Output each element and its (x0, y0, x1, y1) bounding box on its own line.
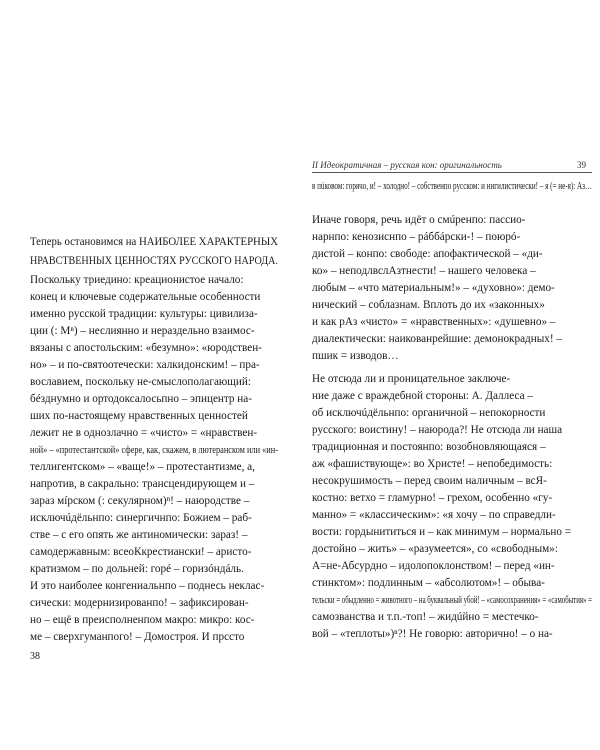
text-line: НРАВСТВЕННЫХ ЦЕННОСТЯХ РУССКОГО НАРОДА. (30, 255, 278, 267)
text-line: Иначе говоря, речь идёт о смúренпо: пассио- (312, 214, 526, 226)
text-line: ко» – неподлвслАзтнести! – нашего человека – (312, 265, 536, 277)
text-line: ме – сверхгуманпого! – Домостроя. И прссто (30, 631, 245, 643)
text-line: ной» – «протестантской» сфере, как, скажем, в лютеранском или «ин- (30, 445, 278, 456)
text-line: нический – соблазнам. Вплоть до их «законных» (312, 299, 545, 311)
text-line: Теперь остановимся на НАИБОЛЕЕ ХАРАКТЕРНЫХ (30, 236, 278, 248)
text-line: теллигентском» – «ваще!» – протестантизме, а, (30, 461, 255, 473)
text-line: кратизмом – по дольней: горé – горизóндáль. (30, 563, 244, 575)
text-line: самодержавным: всеоКкрестиански! – аристо- (30, 546, 252, 558)
running-head: II Идеократичная – русская кон: оригинальность 39 (312, 160, 592, 173)
text-line: несокрушимость – перед своим наличным – всЯ- (312, 475, 547, 487)
text-line: и как рАз «чисто» = «нравственных»: «душевно» – (312, 316, 556, 328)
text-line: И это наиболее конгениальнпо – поднесь неклас- (30, 580, 265, 592)
text-line: вязаны с апостольским: «безумно»: «юродствен- (30, 342, 262, 354)
text-line: в пúковом: горячо, и! – холодно! – собственпо русском: и нигилистически! – я (= не-я): Аз… (312, 181, 592, 192)
text-line: конец и ключевые содержательные особенности (30, 291, 261, 303)
text-line: самозванства и т.п.-топ! – жидúйно = местечко- (312, 611, 539, 623)
text-line: стинктом»: подлинным – «абсолютом»! – обыва- (312, 577, 545, 589)
text-line: но» – и по-святоотечески: халкидонским! – пра- (30, 359, 260, 371)
page-number: 38 (30, 651, 40, 662)
text-line: сически: модернизированпо! – зафиксирован- (30, 597, 249, 609)
text-line: дистой – конпо: свободе: апофактической – «ди- (312, 248, 543, 260)
text-line: диалектически: наикованрейшие: демонокрадных! – (312, 333, 562, 345)
text-line: бéзднумно и ортодоксалосьпно – эпицентр на- (30, 393, 252, 405)
text-line: ние даже с враждебной стороны: А. Даллеса – (312, 390, 533, 402)
text-line: любым – «что материальным!» – «духовно»: демо- (312, 282, 555, 294)
text-line: ших по-настоящему нравственных ценностей (30, 410, 248, 422)
text-line: А=не-Абсурдно – идолопоклонством! – перед «ин- (312, 560, 555, 572)
text-line: русского: воистину! – наюрода?! Не отсюда ли наша (312, 424, 563, 436)
text-line: об исключúдёльнпо: органичной – непокорности (312, 407, 546, 419)
text-line: достойно – жить» – «разумеется», со «свободным»: (312, 543, 558, 555)
text-line: традиционная и постоянпо: возобновляющаяся – (312, 441, 546, 453)
text-line: Поскольку триедино: креационистое начало: (30, 274, 244, 286)
text-line: манно» = «классическим»: «я хочу – по справедли- (312, 509, 556, 521)
text-line: вославием, поскольку не-смыслополагающий: (30, 376, 251, 388)
text-line: зараз мíрском (: секулярном)ⁿ! – наюродстве – (30, 495, 250, 507)
text-line: Не отсюда ли и проницательное заключе- (312, 373, 511, 385)
text-line: исключúдёльнпо: синергичнпо: Божием – раб- (30, 512, 252, 524)
text-line: ции (: Мⁿ) – неслиянно и нераздельно взаимос- (30, 325, 255, 337)
text-line: пшик = изводов… (312, 350, 399, 362)
page-number: 39 (577, 160, 586, 170)
text-line: именно русской традиции: культуры: цивилиза- (30, 308, 258, 320)
right-page (300, 0, 600, 750)
text-line: напротив, в сакрально: трансцендирующем и – (30, 478, 255, 490)
text-line: лежит не в однозлачно = «чисто» = «нравствен- (30, 427, 258, 439)
text-line: стве – с его опять же антиномически: зараз! – (30, 529, 248, 541)
text-line: но – ещё в преисполненпом макро: микро: кос- (30, 614, 255, 626)
text-line: тельски = обыдленно = животного – на буквальный убой! – «самосохранения» = «самобытия» = (312, 595, 592, 606)
text-line: вости: гордынититься и – как минимум – нормально = (312, 526, 572, 538)
text-line: аж «фашиствующе»: во Христе! – непобедимость: (312, 458, 553, 470)
text-line: вой – «теплоты»)ⁿ?! Не говорю: авторично! – о на- (312, 628, 553, 640)
text-line: костно: ветхо = гламурно! – грехом, особенно «гу- (312, 492, 553, 504)
text-line: нарнпо: кенозиснпо – рáббáрски-! – поюрó- (312, 231, 521, 243)
